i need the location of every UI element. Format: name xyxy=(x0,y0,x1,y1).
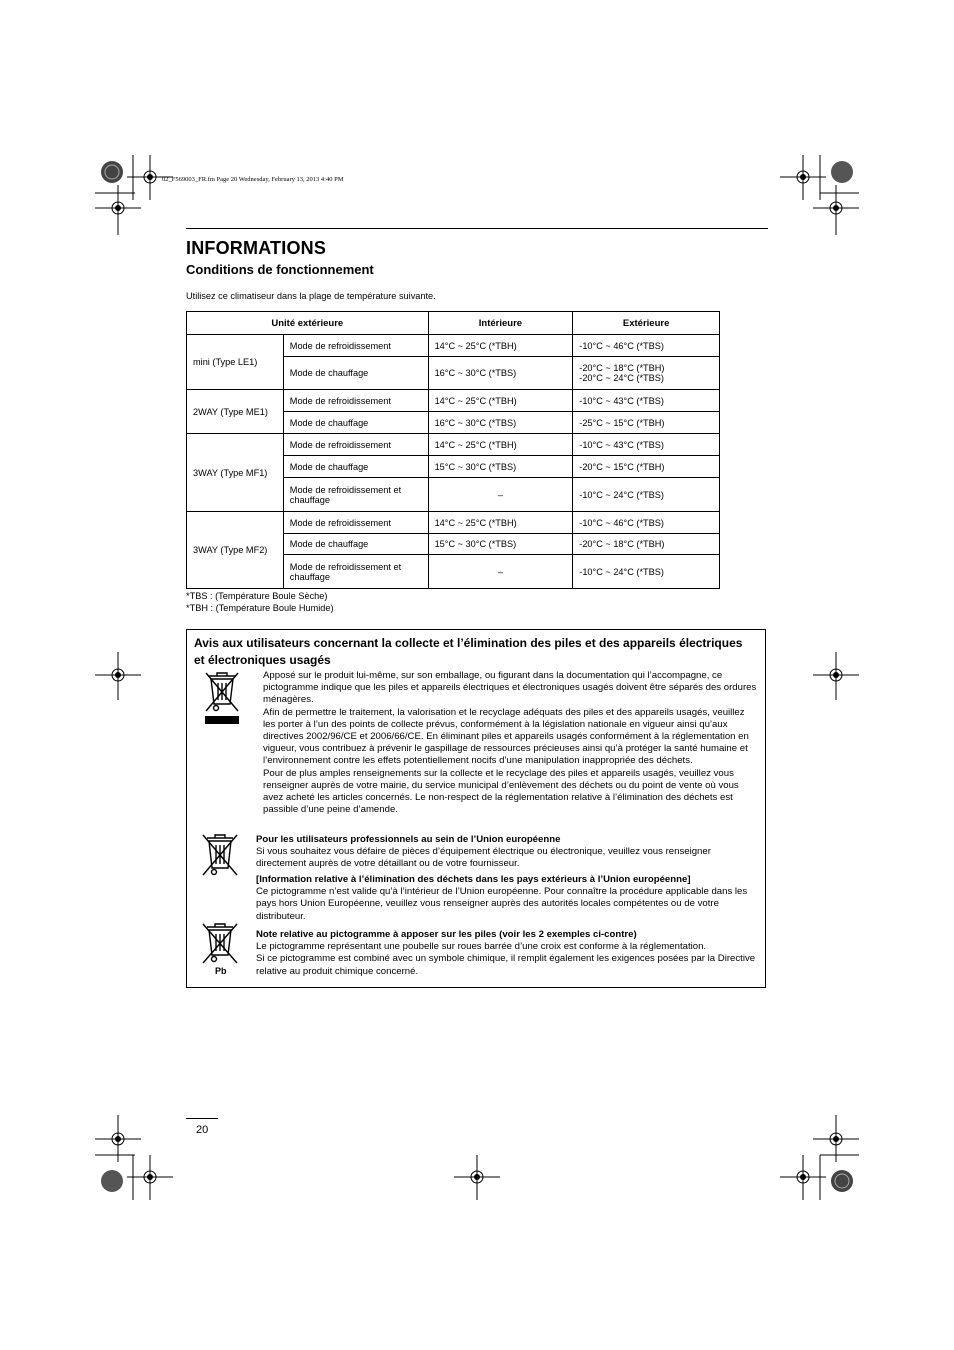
unit-cell: 3WAY (Type MF2) xyxy=(187,512,284,589)
exterior-cell: -10°C ~ 43°C (*TBS) xyxy=(573,390,720,412)
mode-cell: Mode de refroidissement xyxy=(283,512,428,534)
exterior-line: -20°C ~ 18°C (*TBH) xyxy=(579,363,665,373)
interior-cell: – xyxy=(428,478,573,512)
notice-subtitle: [Information relative à l’élimination des déchets dans les pays extérieurs à l’Union européenne] xyxy=(256,874,691,885)
col-header-interior: Intérieure xyxy=(428,312,573,335)
notice-paragraph xyxy=(263,670,758,816)
mode-cell: Mode de chauffage xyxy=(283,534,428,555)
exterior-cell: -10°C ~ 43°C (*TBS) xyxy=(573,434,720,456)
notice-paragraph xyxy=(256,834,756,871)
crossed-bin-icon xyxy=(203,670,241,726)
mode-cell: Mode de refroidissement xyxy=(283,390,428,412)
page-title: INFORMATIONS xyxy=(186,238,327,258)
notice-text: Si ce pictogramme est combiné avec un symbole chimique, il remplit également les exigences posées par la Directive relative au produit chimique concerné. xyxy=(256,953,756,977)
intro-text: Utilisez ce climatiseur dans la plage de température suivante. xyxy=(186,291,436,301)
interior-cell: 15°C ~ 30°C (*TBS) xyxy=(428,456,573,478)
exterior-cell: -25°C ~ 15°C (*TBH) xyxy=(573,412,720,434)
table-header-row xyxy=(187,312,720,335)
pb-label: Pb xyxy=(215,966,227,976)
notice-paragraph xyxy=(256,929,756,978)
crossed-bin-icon xyxy=(200,921,240,965)
exterior-cell: -10°C ~ 46°C (*TBS) xyxy=(573,512,720,534)
exterior-cell xyxy=(573,357,720,390)
unit-cell: 3WAY (Type MF1) xyxy=(187,434,284,512)
table-row xyxy=(187,335,720,357)
page-number: 20 xyxy=(196,1124,209,1136)
interior-cell: 15°C ~ 30°C (*TBS) xyxy=(428,534,573,555)
note-tbh: *TBH : (Température Boule Humide) xyxy=(186,603,334,613)
crossed-bin-icon xyxy=(200,832,240,878)
exterior-line: -20°C ~ 24°C (*TBS) xyxy=(579,373,664,383)
mode-cell: Mode de chauffage xyxy=(283,456,428,478)
notice-paragraph xyxy=(256,874,756,923)
notice-text: Afin de permettre le traitement, la valorisation et le recyclage adéquats des piles et des appareils usagés, veuillez les porter à l’un des points de collecte prévus, conformément à la législation nationale en vigueur ainsi qu’aux directives 2002/96/CE et 2006/66/CE. En éliminant piles et appareils usagés conformément à la réglementation en vigueur, vous contribuez à prévenir le gaspillage de ressources précieuses ainsi qu’à protéger la santé humaine et l’environnement contre les effets potentiellement nocifs d’une manipulation inappropriée des déchets. xyxy=(263,706,749,767)
exterior-cell: -10°C ~ 46°C (*TBS) xyxy=(573,335,720,357)
table-row xyxy=(187,512,720,534)
note-tbs: *TBS : (Température Boule Sèche) xyxy=(186,591,328,601)
interior-cell: 16°C ~ 30°C (*TBS) xyxy=(428,357,573,390)
mode-cell: Mode de refroidissement xyxy=(283,434,428,456)
mode-cell: Mode de chauffage xyxy=(283,357,428,390)
notice-text: Si vous souhaitez vous défaire de pièces d’équipement électrique ou électronique, veuillez vous renseigner directement auprès de votre détaillant ou de votre fournisseur. xyxy=(256,846,711,870)
conditions-table xyxy=(186,311,720,589)
notice-subtitle: Note relative au pictogramme à apposer sur les piles (voir les 2 exemples ci-contre) xyxy=(256,929,637,940)
interior-cell: – xyxy=(428,555,573,589)
col-header-unit: Unité extérieure xyxy=(187,312,429,335)
mode-cell: Mode de chauffage xyxy=(283,412,428,434)
exterior-cell: -20°C ~ 15°C (*TBH) xyxy=(573,456,720,478)
file-info: 02_F569003_FR.fm Page 20 Wednesday, February 13, 2013 4:40 PM xyxy=(162,176,344,183)
col-header-exterior: Extérieure xyxy=(573,312,720,335)
interior-cell: 14°C ~ 25°C (*TBH) xyxy=(428,335,573,357)
notice-text: Pour de plus amples renseignements sur la collecte et le recyclage des piles et appareils usagés, veuillez vous renseigner auprès de votre mairie, du service municipal d’enlèvement des déchets ou du point de vente où vous avez acheté les articles concernés. Le non-respect de la réglementation relative à l’élimination des déchets est passible d’une peine d’amende. xyxy=(263,767,739,816)
notice-text: Apposé sur le produit lui-même, sur son emballage, ou figurant dans la documentation qui l’accompagne, ce pictogramme indique que les piles et appareils électriques et électroniques usagés doivent être séparés des ordures ménagères. xyxy=(263,670,757,706)
interior-cell: 14°C ~ 25°C (*TBH) xyxy=(428,434,573,456)
mode-cell: Mode de refroidissement et chauffage xyxy=(283,555,428,589)
exterior-cell: -10°C ~ 24°C (*TBS) xyxy=(573,478,720,512)
interior-cell: 16°C ~ 30°C (*TBS) xyxy=(428,412,573,434)
table-row xyxy=(187,390,720,412)
footer-rule xyxy=(186,1118,218,1119)
unit-cell: 2WAY (Type ME1) xyxy=(187,390,284,434)
table-notes xyxy=(186,590,334,614)
notice-text: Ce pictogramme n’est valide qu’à l’intérieur de l’Union européenne. Pour connaître la procédure applicable dans les pays hors Union Européenne, veuillez vous renseigner auprès des autorités locales compétentes ou de votre distributeur. xyxy=(256,886,748,922)
notice-text: Le pictogramme représentant une poubelle sur roues barrée d’une croix est conforme à la réglementation. xyxy=(256,941,707,953)
table-row xyxy=(187,434,720,456)
interior-cell: 14°C ~ 25°C (*TBH) xyxy=(428,512,573,534)
unit-cell: mini (Type LE1) xyxy=(187,335,284,390)
mode-cell: Mode de refroidissement xyxy=(283,335,428,357)
header-rule xyxy=(186,228,768,229)
interior-cell: 14°C ~ 25°C (*TBH) xyxy=(428,390,573,412)
section-title: Conditions de fonctionnement xyxy=(186,262,374,277)
exterior-cell: -10°C ~ 24°C (*TBS) xyxy=(573,555,720,589)
exterior-cell: -20°C ~ 18°C (*TBH) xyxy=(573,534,720,555)
notice-subtitle: Pour les utilisateurs professionnels au sein de l’Union européenne xyxy=(256,834,561,845)
notice-title: Avis aux utilisateurs concernant la collecte et l’élimination des piles et des appareils électriques et électroniques usagés xyxy=(194,636,743,667)
mode-cell: Mode de refroidissement et chauffage xyxy=(283,478,428,512)
